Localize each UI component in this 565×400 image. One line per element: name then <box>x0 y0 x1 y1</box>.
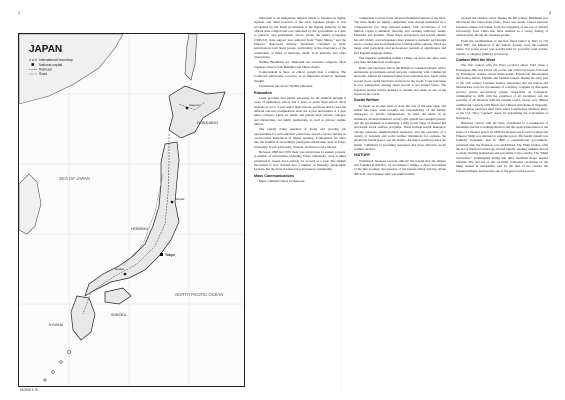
label-hokkaido: HOKKAIDO <box>197 120 219 125</box>
label-sapporo: Sapporo <box>189 103 201 107</box>
label-sea-of-japan: SEA OF JAPAN <box>59 176 90 181</box>
label-tokyo: Tokyo <box>165 253 175 257</box>
section-heading: Social Welfare <box>354 98 380 103</box>
text-column-3 <box>456 16 548 384</box>
japan-map-drawing <box>19 34 244 386</box>
paragraph: In Japan, as in other parts of Asia, the care of the sick, aged, and infirm has been, until recently, the responsibility of the family, employers, or private organizations. To meet the needs of an urbanized, modern industrial society, this system has changed greatly, and the government is conducting a fully broad range of modest but successful social welfare programs. These include health insurance, old-age pensions, unemployment insurance, and the operation of a variety of hospitals and social welfare institutions for orphans, the physically handicapped, and the elderly. All major political parties are firmly committed to providing increased and more effective social welfare services. <box>354 103 446 151</box>
label-kyushu: KYUSHU <box>49 323 64 327</box>
paragraph: Japan provides free public schooling for all children through 9 years of elementary school and 3 years of junior high school. Most students go on to 3-year senior high schools, and those able to pass the difficult entrance examinations enter the 4-year universities or 2-year junior colleges. There are public and private high schools, colleges, and universities, but public institutions, as well as private, require tuition. <box>254 95 346 126</box>
text-column-2 <box>354 16 446 384</box>
label-honshu: HONSHU <box>131 226 149 231</box>
honshu-shape <box>85 142 179 296</box>
hokkaido-shape <box>169 86 225 138</box>
section-heading: Education <box>254 90 272 95</box>
right-page-number: 3 <box>549 10 552 15</box>
map-title: JAPAN <box>29 44 63 55</box>
paragraph: Confucianism is more an ethical system than a religion. The Confucian philosophy, however, is an important strand in Japanese thought. <box>254 70 346 83</box>
paragraph: Christianity has about 750,000 adherents. <box>259 84 313 89</box>
shikoku-shape <box>105 288 131 304</box>
paragraph: From the establishment of the first fixed capital at Nara in 710 until 1867, the Emperors of the Yamato dynasty were the nominal rulers, but actual power was usually held by powerful court nobles, regents, or shoguns (military governors). <box>456 38 548 56</box>
map-footer-code: 510568 3-75 <box>20 388 38 392</box>
legend-road: Road <box>39 72 48 77</box>
legend-boundary: International boundary <box>39 58 73 63</box>
sendai-marker <box>171 201 174 204</box>
label-shikoku: SHIKOKU <box>111 313 127 317</box>
paragraph: Mass communications in Japan are <box>259 179 305 184</box>
paragraph: Shintoism is an indigenous religion which is founded on myths, legends, and ritual practices of the early Japanese people. It was recognized by the Meiji government at the highest authority as the official state religion and was cultivated by the government as a spur to patriotic and nationalistic fervor. Under the Allied occupation (1945-52), state support was removed from "State Shinto," and the Emperor disavowed divinity. Shintoism continues to draw participation from many people, particularly in the observance of the ceremonies, at times of marriage, death, local festivals, and other observances. <box>254 16 346 60</box>
section-heading: Mass Communications <box>254 173 295 178</box>
paragraph: Traditional Japanese records embody the legend that the empire was founded in 660 B.C. by the Emperor Jimmu, a direct descendant of the Sun Goddess and ancestor of the present ruling dynasty. About 400 A.D., the Japanese state was unified under <box>354 158 446 176</box>
paragraph: Neither Buddhism nor Shintoism are exclusive religions. Most Japanese observe both Buddhist and Shinto rituals. <box>254 60 346 69</box>
osaka-marker <box>124 273 127 276</box>
legend-railroad: Railroad <box>39 67 52 72</box>
section-heading: HISTORY <box>354 153 371 158</box>
sakhalin-shape <box>185 34 197 80</box>
text-column-1 <box>254 16 346 384</box>
sapporo-marker <box>186 107 189 110</box>
paragraph: Between 1968 and 1970 there was an increase in student protests. A number of universities, including Tokyo University, were at times paralyzed or closed down entirely for as long as a year. The student movement is now divided into a number of mutually antagonistic factions, but the level of tension has decreased considerably. <box>254 149 346 172</box>
section-heading: Contact With the West <box>456 58 496 63</box>
label-sendai: Sendai <box>175 197 185 201</box>
label-north-pacific: NORTH PACIFIC OCEAN <box>175 292 224 297</box>
left-page-number: 2 <box>18 10 21 15</box>
paragraph: Radio and television follow the British or Canadian pattern, with a nationwide government-owned network competing with commercial networks. Almost all Japanese homes have television sets; Japan ranks second in per capita television receivers in the world. Color television is now widespread, placing Japan second to the United States. The Japanese motion picture industry is notable and ranks as one of the largest in the world. <box>354 65 446 96</box>
kyushu-shape <box>71 296 95 340</box>
paragraph: adopted the Chinese script. During the 6th century Buddhism was introduced into Japan from China. There was steady contact between Japanese culture and China, from the beginning of the era of cultural borrowings from China that have resulted in a strong feeling of cultural unity among the Japanese people. <box>456 16 548 38</box>
label-osaka: Osaka <box>115 267 124 271</box>
tokyo-capital-marker <box>160 253 163 256</box>
paragraph: The first contact with the West occurred about 1542 when a Portuguese ship was blown off course and arrived in Japan, followed by Portuguese traders, Jesuit missionaries, Franciscan missionaries and traders, Dutch, English, and Spanish traders. During the early part of the 17th century Japanese leaders, suspecting that the traders and missionaries were the forerunners of a military conquest by European powers, placed successively greater restrictions on foreigners, culminating in 1639 with the expulsion of all foreigners and the severing of all relations with the outside world, except very limited commercial contacts with Dutch and Chinese merchants at Nagasaki. This isolation persisted until 1854 when Commodore Matthew Perry of the U.S. Navy "opened" Japan by negotiating the Convention of Kanagawa. <box>456 63 548 120</box>
paragraph: The Japanese publishing industry brings out more new titles each year than the American counterpart. <box>354 56 446 65</box>
korea-shape <box>19 174 41 234</box>
paragraph: Renewed contact with the West contributed to a breakdown of feudalism and led to industrialization and the rapid achievement of the status of a modern power. In 1868 the shogun was forced to resign and Emperor Meiji was returned to supreme power. The feudal system was formally abolished, and in 1889 a constitutional government, patterned after the Prussian, was established. The Meiji leaders, with the aid of Western technology, moved rapidly, sending students abroad to study, inviting technicians and specialists to the country. The "Meiji restoration," promulgated during this time, instituted major needed reforms. The success of the carefully controlled revolution of the Meiji leaders is remarkable, and by the turn of the century the Japanese Empire had become one of the great world powers. <box>456 120 548 173</box>
paragraph: The rapidly rising standard of living and growing job opportunities for well-educated youth have placed a severe burden on overcrowded institutions of higher learning. Competition for entry into the handful of exceedingly prestigious universities such as Tokyo University, Kyoto University, Waseda, and Keio is very intense. <box>254 127 346 149</box>
paragraph: comparable to those in the advanced industrial nations of the West. The mass media are highly competitive even though dominated by a comparatively few large national dailies, with circulations of 7-8 million copies (combined, morning and evening editions): Asahi, Mainichi, and Yomiuri. These major newspapers and several smaller but still widely read newspapers have extensive domestic and foreign news coverage and are influential in forming public opinion. There are many other periodicals and professional journals of significance and five English-language dailies. <box>354 16 446 55</box>
japan-map <box>18 33 245 387</box>
legend-capital: National capital <box>39 62 63 67</box>
ryukyu-islands <box>44 350 71 381</box>
